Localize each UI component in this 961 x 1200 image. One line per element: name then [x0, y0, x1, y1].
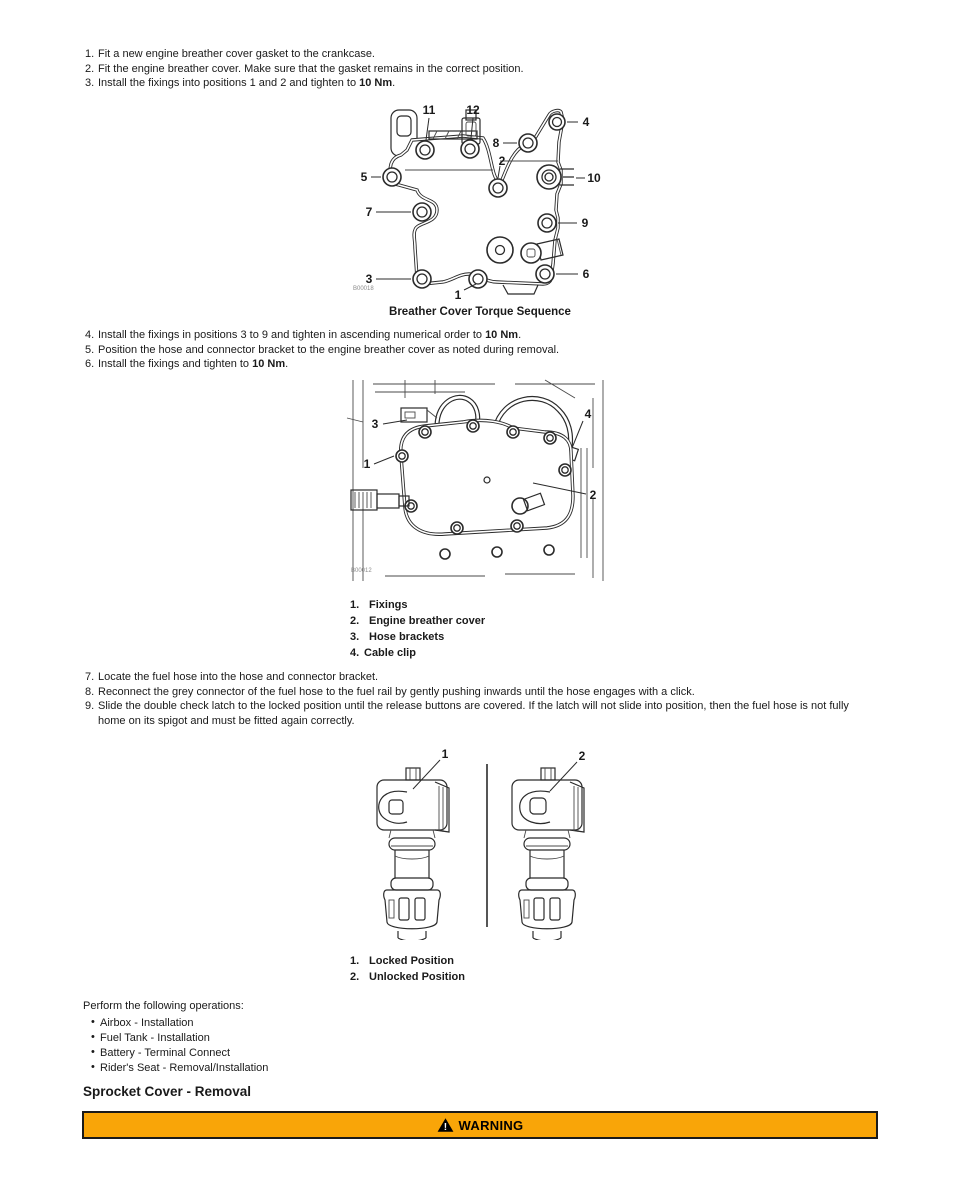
figure2-legend: [350, 597, 485, 661]
figure1-caption: Breather Cover Torque Sequence: [389, 306, 571, 318]
step-text: Fit a new engine breather cover gasket to the crankcase.: [98, 48, 375, 60]
step-text: Install the fixings in positions 3 to 9 and tighten in ascending numerical order to: [98, 329, 486, 341]
svg-text:!: !: [443, 1122, 447, 1133]
step-1: [85, 47, 875, 62]
step-4: 4. Install the fixings in positions 3 to 9 and tighten in ascending numerical order to 10 Nm.: [85, 329, 522, 341]
bottom-tab: [503, 285, 538, 294]
step-number: 6.: [85, 358, 95, 370]
torque-label-10: 10: [587, 171, 601, 185]
torque-label-11: 11: [422, 103, 436, 117]
perform-intro: Perform the following operations:: [83, 1000, 244, 1012]
warning-triangle-icon: [437, 1117, 454, 1133]
latch-positions-drawing: [355, 742, 625, 940]
figure3-legend: [350, 953, 465, 985]
step-number: 5.: [85, 343, 95, 356]
leader-lines: [413, 760, 577, 791]
callout-1: 1: [363, 457, 371, 471]
tab-hole: [397, 116, 411, 136]
torque-value: 10 Nm: [252, 358, 286, 370]
torque-label-3: 3: [365, 272, 373, 286]
torque-value: 10 Nm: [359, 77, 393, 89]
legend-engine-breather-cover: 2. Engine breather cover: [350, 615, 486, 627]
warning-banner: [82, 1111, 878, 1139]
operation-fuel-tank: • Fuel Tank - Installation: [91, 1031, 210, 1044]
step-8: [85, 685, 857, 700]
step-text: Reconnect the grey connector of the fuel hose to the fuel rail by gently pushing inwards until the hose engages with a click.: [98, 685, 695, 698]
section-heading: Sprocket Cover - Removal: [83, 1084, 252, 1099]
torque-label-7: 7: [365, 205, 373, 219]
callout-1: 1: [441, 747, 449, 761]
legend-locked-position: 1. Locked Position: [350, 955, 454, 967]
step-number: 4.: [85, 329, 95, 341]
step-6: 6. Install the fixings and tighten to 10 Nm.: [85, 358, 289, 370]
bullet-icon: •: [91, 1031, 95, 1043]
step-number: 9.: [85, 700, 95, 712]
bullet-icon: •: [91, 1016, 95, 1028]
step-number: 7.: [85, 671, 95, 683]
steps-4-6: [85, 328, 875, 372]
step-3: 3. Install the fixings into positions 1 and 2 and tighten to 10 Nm.: [85, 77, 396, 89]
legend-hose-brackets: 3. Hose brackets: [350, 631, 445, 643]
figure-code: B00018: [353, 286, 374, 292]
torque-label-12: 12: [466, 103, 480, 117]
engine-bolts: [440, 545, 554, 559]
legend-fixings: 1. Fixings: [350, 599, 408, 611]
step-2: [85, 62, 875, 77]
figure-breather-torque-diagram: [345, 98, 645, 305]
step-text: Install the fixings and tighten to: [98, 358, 253, 370]
legend-cable-clip: 4. Cable clip: [350, 647, 416, 659]
bullet-icon: •: [91, 1046, 95, 1058]
figure-breather-cover-installed: [345, 378, 620, 583]
warning-label: WARNING: [458, 1117, 524, 1133]
breather-cover-drawing: [345, 378, 620, 583]
operation-airbox: • Airbox - Installation: [91, 1016, 194, 1029]
steps-7-9: [85, 670, 857, 728]
legend-unlocked-position: 2. Unlocked Position: [350, 971, 465, 983]
bullet-icon: •: [91, 1061, 95, 1073]
step-number: 8.: [85, 685, 95, 698]
step-number: 2.: [85, 62, 95, 75]
operation-riders-seat: • Rider's Seat - Removal/Installation: [91, 1061, 269, 1074]
step-text: Slide the double check latch to the locked position until the release buttons are covered. If the latch will not slide into position, then the fuel hose is not fully home on its spigot and must be fitted again correctly.: [98, 700, 849, 727]
steps-1-3: [85, 47, 875, 91]
torque-label-1: 1: [454, 288, 462, 302]
torque-label-9: 9: [581, 216, 589, 230]
operation-battery: • Battery - Terminal Connect: [91, 1046, 231, 1059]
figure-latch-positions: [355, 742, 625, 940]
connector-unlocked: [512, 768, 584, 940]
perform-operations-list: [91, 1016, 268, 1076]
torque-label-8: 8: [492, 136, 500, 150]
step-text: Install the fixings into positions 1 and 2 and tighten to: [98, 77, 360, 89]
step-9: [85, 699, 857, 728]
step-text: Fit the engine breather cover. Make sure that the gasket remains in the correct position.: [98, 62, 524, 75]
clip-eye: [521, 243, 541, 263]
fuel-hose-connector: [351, 490, 409, 510]
connector-locked: [377, 768, 449, 940]
step-number: 1.: [85, 48, 95, 60]
step-text: Position the hose and connector bracket to the engine breather cover as noted during removal.: [98, 343, 560, 356]
torque-label-4: 4: [582, 115, 590, 129]
figure-code: B00012: [351, 568, 372, 574]
callout-3: 3: [371, 417, 379, 431]
callout-2: 2: [589, 488, 597, 502]
callout-2: 2: [578, 749, 586, 763]
step-text: Locate the fuel hose into the hose and connector bracket.: [98, 671, 379, 683]
callout-4: 4: [584, 407, 592, 421]
step-7: [85, 670, 857, 685]
torque-label-5: 5: [360, 170, 368, 184]
torque-value: 10 Nm: [485, 329, 519, 341]
step-5: [85, 343, 875, 358]
torque-sequence-drawing: [345, 98, 645, 305]
torque-label-6: 6: [582, 267, 590, 281]
torque-label-2: 2: [498, 154, 506, 168]
step-number: 3.: [85, 77, 95, 89]
